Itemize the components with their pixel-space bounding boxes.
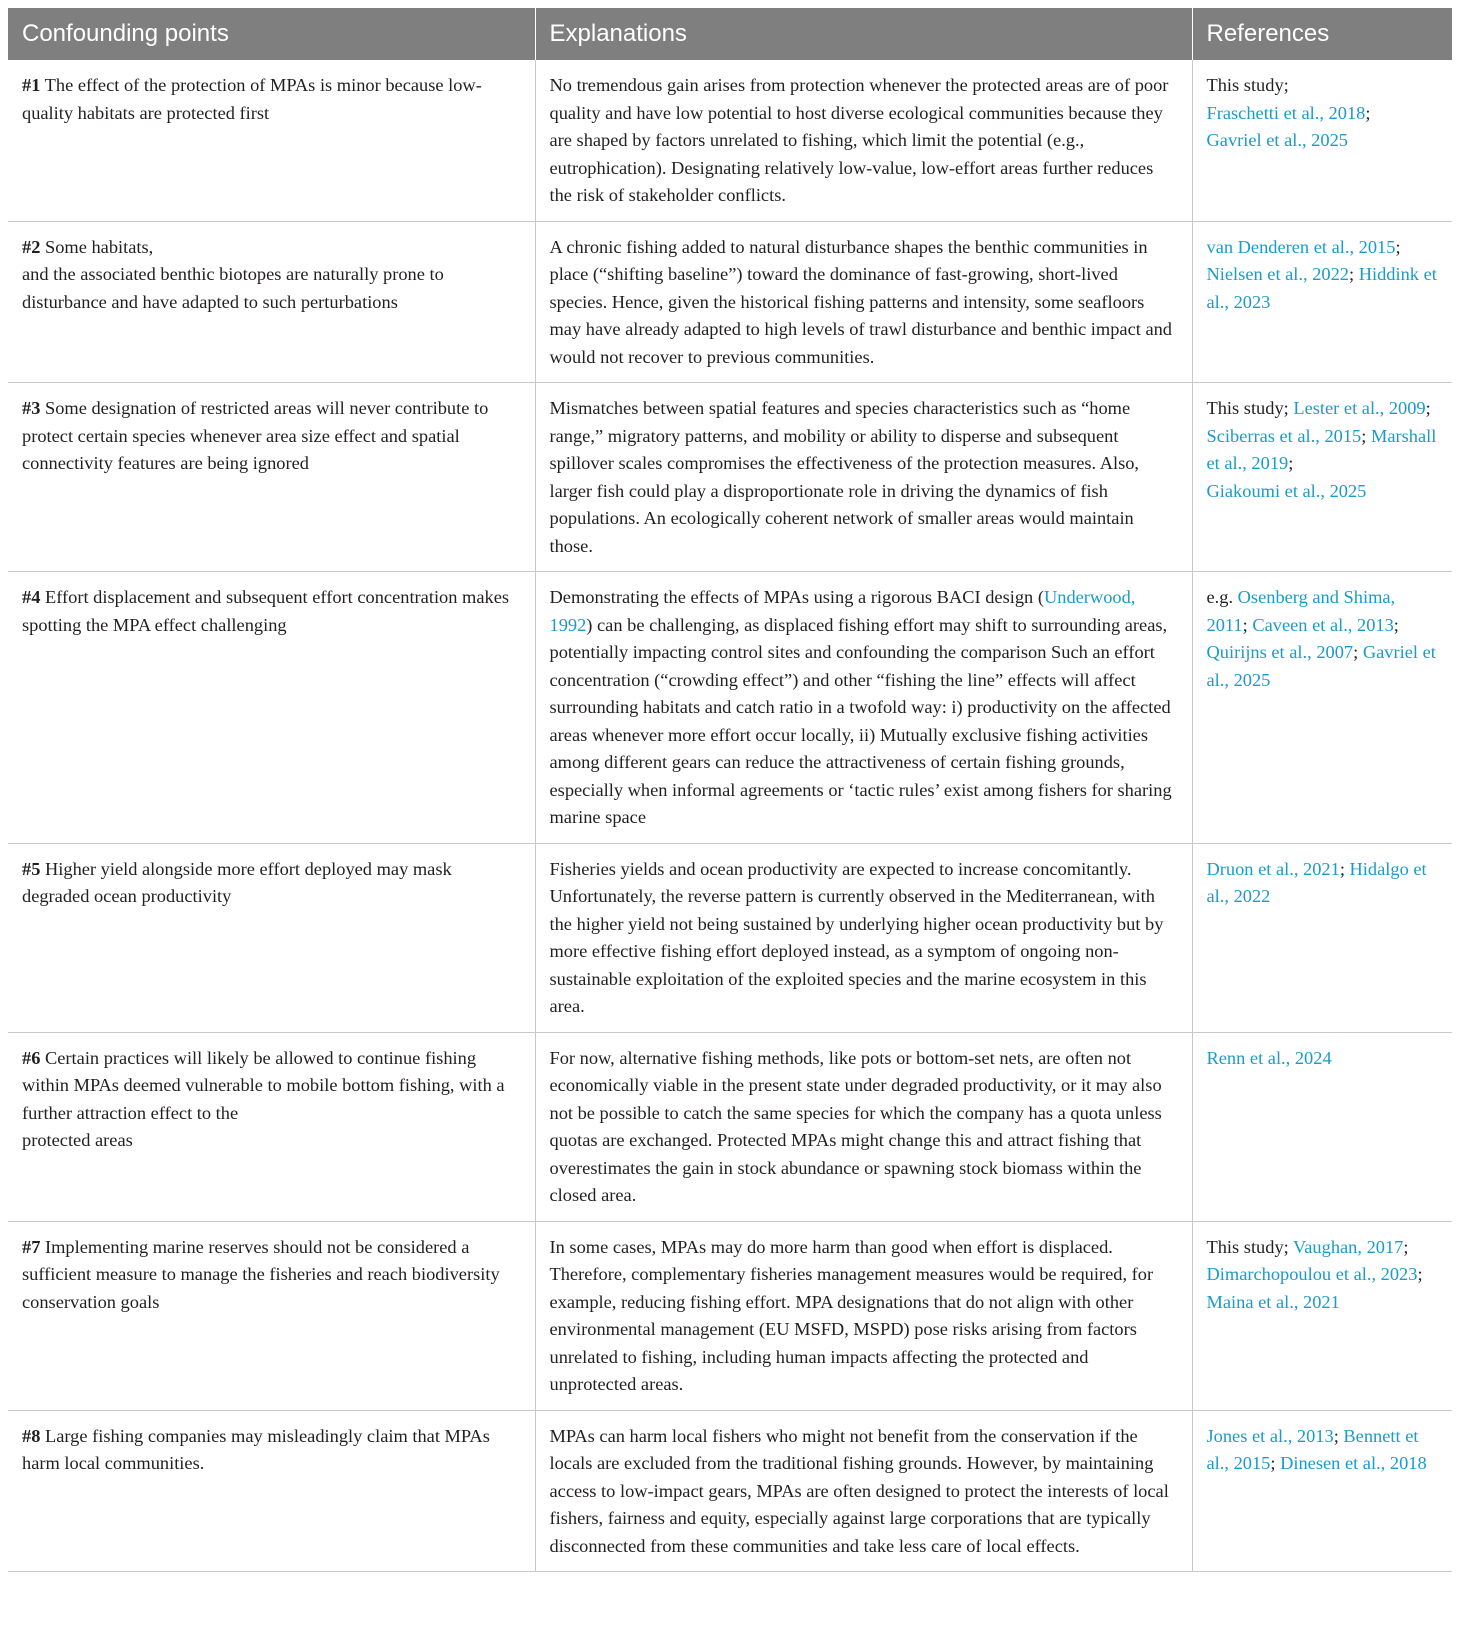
confounding-point-cell	[8, 383, 535, 572]
references-cell	[1192, 383, 1452, 572]
explanation-text: Mismatches between spatial features and species characteristics such as “home range,” migratory patterns, and mobility or ability to disperse and subsequent spillover scales compromises the effectiveness of the protection measures. Also, larger fish could play a disproportionate role in driving the dynamics of fish populations. An ecologically coherent network of smaller areas would maintain those.	[549, 398, 1140, 556]
reference-text: ;	[1242, 614, 1253, 635]
reference-link[interactable]: Osenberg and Shima, 2011	[1206, 587, 1396, 635]
references-cell	[1192, 1032, 1452, 1221]
reference-link[interactable]: Gavriel et al., 2025	[1206, 642, 1436, 690]
header-references: References	[1192, 8, 1452, 60]
references-cell	[1192, 843, 1452, 1032]
reference-text: ;	[1425, 398, 1431, 418]
reference-text: ;	[1403, 1236, 1409, 1257]
reference-text: ;	[1333, 1425, 1344, 1446]
table-header-row	[8, 8, 1452, 60]
references-cell	[1192, 221, 1452, 383]
table-row	[8, 1410, 1452, 1572]
reference-link[interactable]: Bennett et al., 2015	[1206, 1425, 1419, 1473]
point-text: Certain practices will likely be allowed to continue fishing within MPAs deemed vulnerable to mobile bottom fishing, with a further attraction effect to the protected areas	[22, 1047, 505, 1150]
table-row	[8, 572, 1452, 844]
confounding-point-cell	[8, 843, 535, 1032]
point-number: #2	[22, 236, 41, 257]
reference-link[interactable]: Hiddink et al., 2023	[1206, 264, 1437, 312]
explanation-cell	[535, 843, 1192, 1032]
point-number: #6	[22, 1047, 41, 1068]
point-text: Some designation of restricted areas will never contribute to protect certain species whenever area size effect and spatial connectivity features are being ignored	[22, 398, 489, 473]
table-row	[8, 60, 1452, 221]
confounding-point-cell	[8, 60, 535, 221]
explanation-cell	[535, 1221, 1192, 1410]
point-number: #4	[22, 587, 41, 607]
reference-link[interactable]: Caveen et al., 2013	[1252, 614, 1394, 635]
point-number: #3	[22, 398, 41, 418]
point-number: #8	[22, 1425, 41, 1446]
reference-link[interactable]: Vaughan, 2017	[1293, 1236, 1404, 1257]
confounding-point-cell	[8, 1032, 535, 1221]
table-row	[8, 1221, 1452, 1410]
confounding-point-cell	[8, 221, 535, 383]
table-row	[8, 383, 1452, 572]
reference-text: e.g.	[1206, 587, 1238, 607]
point-text: Large fishing companies may misleadingly claim that MPAs harm local communities.	[22, 1425, 490, 1473]
references-cell	[1192, 572, 1452, 844]
table-row	[8, 221, 1452, 383]
table-row	[8, 843, 1452, 1032]
confounding-point-cell	[8, 1221, 535, 1410]
explanation-text: Demonstrating the effects of MPAs using a rigorous BACI design (	[549, 587, 1044, 607]
point-text: Implementing marine reserves should not be considered a sufficient measure to manage the fisheries and reach biodiversity conservation goals	[22, 1236, 500, 1312]
explanation-cell	[535, 1410, 1192, 1572]
references-cell	[1192, 1410, 1452, 1572]
reference-link[interactable]: Renn et al., 2024	[1206, 1047, 1332, 1068]
header-explanations: Explanations	[535, 8, 1192, 60]
explanation-cell	[535, 221, 1192, 383]
confounding-points-table	[8, 8, 1452, 1572]
reference-link[interactable]: Sciberras et al., 2015	[1206, 425, 1362, 446]
reference-text: This study;	[1206, 75, 1289, 95]
point-text: Higher yield alongside more effort deployed may mask degraded ocean productivity	[22, 858, 452, 906]
reference-link[interactable]: Lester et al., 2009	[1293, 398, 1426, 418]
reference-text: ;	[1417, 1264, 1423, 1284]
reference-text: ;	[1361, 425, 1371, 446]
reference-link[interactable]: Nielsen et al., 2022	[1206, 264, 1349, 284]
reference-link[interactable]: Quirijns et al., 2007	[1206, 642, 1354, 662]
reference-text: ;	[1288, 453, 1294, 473]
explanation-text: A chronic fishing added to natural disturbance shapes the benthic communities in place (“shifting baseline”) toward the dominance of fast-growing, short-lived species. Hence, given the historical fishing patterns and intensity, some seafloors may have already adapted to high levels of trawl disturbance and benthic impact and would not recover to previous communities.	[549, 236, 1172, 367]
point-number: #1	[22, 75, 41, 95]
explanation-cell	[535, 60, 1192, 221]
reference-link[interactable]: Druon et al., 2021	[1206, 858, 1340, 879]
explanation-text: MPAs can harm local fishers who might not benefit from the conservation if the locals are excluded from the traditional fishing grounds. However, by maintaining access to low-impact gears, MPAs are often designed to protect the interests of local fishers, fairness and equity, especially against large corporations that are typically disconnected from these communities and take less care of local effects.	[549, 1425, 1169, 1556]
confounding-point-cell	[8, 1410, 535, 1572]
reference-text: ;	[1393, 614, 1399, 635]
explanation-cell	[535, 383, 1192, 572]
reference-text: ;	[1349, 264, 1359, 284]
point-text: Some habitats, and the associated benthic biotopes are naturally prone to disturbance and have adapted to such perturbations	[22, 236, 444, 312]
table-row	[8, 1032, 1452, 1221]
reference-text: ;	[1270, 1453, 1281, 1473]
reference-text: ;	[1395, 236, 1401, 257]
explanation-text: In some cases, MPAs may do more harm than good when effort is displaced. Therefore, complementary fisheries management measures would be required, for example, reducing fishing effort. MPA designations that do not align with other environmental management (EU MSFD, MSPD) pose risks arising from factors unrelated to fishing, including human impacts affecting the protected and unprotected areas.	[549, 1236, 1154, 1394]
explanation-text: No tremendous gain arises from protection whenever the protected areas are of poor quality and have low potential to host diverse ecological communities because they are shaped by factors unrelated to fishing, which limit the potential (e.g., eutrophication). Designating relatively low-value, low-effort areas further reduces the risk of stakeholder conflicts.	[549, 75, 1169, 205]
reference-link[interactable]: Underwood, 1992	[549, 587, 1136, 635]
explanation-cell	[535, 1032, 1192, 1221]
point-number: #7	[22, 1236, 41, 1257]
explanation-text: For now, alternative fishing methods, like pots or bottom-set nets, are often not economically viable in the present state under degraded productivity, or it may also not be possible to catch the same species for which the company has a quota unless quotas are exchanged. Protected MPAs might change this and attract fishing that overestimates the gain in stock abundance or spawning stock biomass within the closed area.	[549, 1047, 1162, 1205]
reference-link[interactable]: Fraschetti et al., 2018	[1206, 102, 1366, 123]
reference-link[interactable]: Marshall et al., 2019	[1206, 425, 1437, 473]
explanation-cell	[535, 572, 1192, 844]
reference-link[interactable]: van Denderen et al., 2015	[1206, 236, 1396, 257]
reference-link[interactable]: Gavriel et al., 2025	[1206, 130, 1348, 150]
references-cell	[1192, 60, 1452, 221]
reference-link[interactable]: Dinesen et al., 2018	[1280, 1453, 1427, 1473]
reference-text: This study;	[1206, 1236, 1294, 1257]
reference-link[interactable]: Giakoumi et al., 2025	[1206, 480, 1367, 501]
reference-link[interactable]: Maina et al., 2021	[1206, 1291, 1340, 1312]
reference-text: This study;	[1206, 398, 1294, 418]
point-text: Effort displacement and subsequent effort concentration makes spotting the MPA effect challenging	[22, 587, 510, 635]
reference-text: ;	[1365, 102, 1371, 123]
reference-text: ;	[1339, 858, 1350, 879]
header-confounding-points: Confounding points	[8, 8, 535, 60]
point-text: The effect of the protection of MPAs is minor because low-quality habitats are protected first	[22, 75, 482, 123]
reference-text: ;	[1353, 642, 1363, 662]
references-cell	[1192, 1221, 1452, 1410]
explanation-text: Fisheries yields and ocean productivity are expected to increase concomitantly. Unfortunately, the reverse pattern is currently observed in the Mediterranean, with the higher yield not being sustained by underlying higher ocean productivity but by more effective fishing effort deployed instead, as a symptom of ongoing non-sustainable exploitation of the exploited species and the marine ecosystem in this area.	[549, 858, 1164, 1016]
reference-link[interactable]: Hidalgo et al., 2022	[1206, 858, 1427, 906]
reference-link[interactable]: Dimarchopoulou et al., 2023	[1206, 1264, 1418, 1284]
confounding-point-cell	[8, 572, 535, 844]
point-number: #5	[22, 858, 41, 879]
reference-link[interactable]: Jones et al., 2013	[1206, 1425, 1334, 1446]
explanation-text: ) can be challenging, as displaced fishing effort may shift to surrounding areas, potentially impacting control sites and confounding the comparison Such an effort concentration (“crowding effect”) and other “fishing the line” effects will affect surrounding habitats and catch ratio in a twofold way: i) productivity on the affected areas whenever more effort occur locally, ii) Mutually exclusive fishing activities among different gears can reduce the attractiveness of certain fishing grounds, especially when informal agreements or ‘tactic rules’ exist among fishers for sharing marine space	[549, 614, 1172, 827]
